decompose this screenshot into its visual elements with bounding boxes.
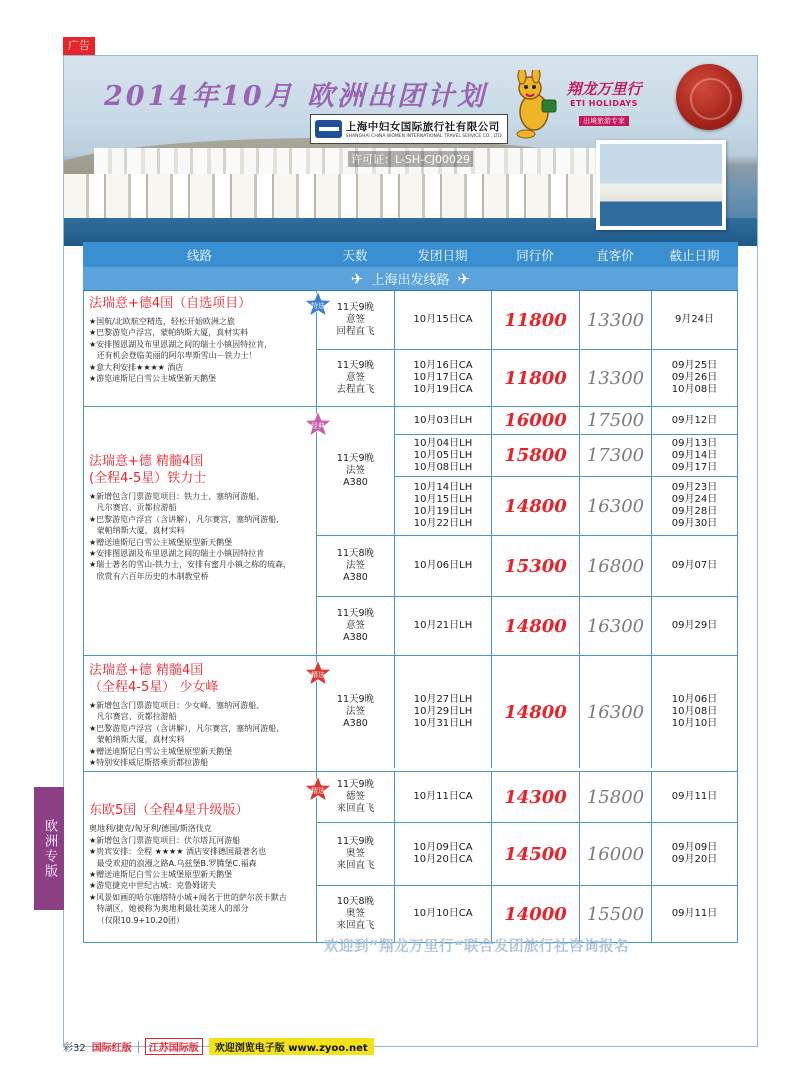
departure-row <box>395 597 737 655</box>
departure-row <box>395 435 737 477</box>
departure-row <box>395 407 737 435</box>
feature-item: ★巴黎游览卢浮宫（含讲解），凡尔赛宫，塞纳河游船, <box>89 514 279 524</box>
header-direct-price: 直客价 <box>596 247 634 263</box>
badge-star-icon <box>303 775 333 803</box>
footer-link[interactable]: 欢迎浏览电子版 www.zyoo.net <box>209 1038 374 1055</box>
feature-item: ★赠送迪斯尼白雪公主城堡原型新天鹅堡 <box>89 870 233 880</box>
cell-peer-price: 15300 <box>492 536 580 596</box>
feature-item: 蒙帕纳斯大厦，真材实料 <box>89 526 185 536</box>
feature-item: ★风景如画的哈尔施塔特小城+闻名于世的萨尔茨卡默古 <box>89 892 287 902</box>
cell-direct-price: 15800 <box>580 772 652 822</box>
route-group <box>83 291 738 407</box>
cell-deadline: 10月06日 10月08日 10月10日 <box>671 694 718 729</box>
feature-item: 特湖区，她被称为奥地利最壮美迷人的部分 <box>89 904 249 914</box>
cell-days: 11天9晚 法签 A380 <box>317 407 395 535</box>
route-features <box>89 823 312 926</box>
table-header <box>83 242 738 267</box>
cell-direct-price: 13300 <box>580 291 652 349</box>
departure-row <box>395 536 737 596</box>
departure-row <box>395 350 737 406</box>
cell-date: 10月16日CA 10月17日CA 10月19日CA <box>395 350 492 406</box>
cell-peer-price: 15800 <box>492 435 580 476</box>
ad-tag: 广告 <box>63 37 95 55</box>
table-row <box>317 597 737 655</box>
feature-item: 还有机会登临美丽的阿尔卑斯雪山－铁力士！ <box>89 351 257 361</box>
feature-item: （仅限10.9+10.20团） <box>89 915 185 925</box>
banner <box>64 56 757 246</box>
header-deadline: 截止日期 <box>669 247 720 263</box>
banner-town-front <box>64 174 664 218</box>
airplane-icon: ✈ <box>457 269 471 288</box>
route-title: 法瑞意+德 精髓4国 （全程4-5星） 少女峰 <box>89 663 219 695</box>
cell-date: 10月21日LH <box>395 597 492 655</box>
cell-days: 11天9晚 意签 回程直飞 <box>317 291 395 349</box>
feature-item: ★国航/北欧航空精选，轻松开始欧洲之旅 <box>89 317 235 326</box>
feature-item: ★游览捷克中世纪古城：克鲁姆诺夫 <box>89 881 217 891</box>
badge-star-icon <box>303 410 333 438</box>
table-row <box>317 772 737 823</box>
kangaroo-mascot-icon <box>504 70 560 140</box>
feature-item: ★瑞士著名的雪山-铁力士，安排有蜜月小镇之称的琉森， <box>89 560 292 570</box>
feature-item: 欣赏有六百年历史的木制教堂桥 <box>89 571 209 581</box>
cell-date: 10月14日LH 10月15日LH 10月19日LH 10月22日LH <box>395 477 492 535</box>
badge-label: 特选 <box>311 302 325 310</box>
feature-item: 凡尔赛宫、贡都拉游船 <box>89 712 177 722</box>
table-row <box>317 350 737 406</box>
cell-date: 10月06日LH <box>395 536 492 596</box>
cell-days: 10天8晚 奥签 来回直飞 <box>317 886 395 942</box>
cell-days: 11天9晚 奥签 来回直飞 <box>317 823 395 885</box>
cell-deadline: 9月24日 <box>674 314 715 325</box>
cell-deadline: 09月11日 <box>671 791 718 803</box>
feature-item: ★意大利安排★★★★ 酒店 <box>89 362 184 372</box>
departure-row <box>395 656 737 768</box>
cell-peer-price: 11800 <box>492 350 580 406</box>
route-rows <box>317 407 737 655</box>
route-features <box>89 491 312 582</box>
departure-row <box>395 823 737 885</box>
wax-seal-icon <box>676 64 742 130</box>
footer-brand: 国际红版 <box>91 1043 132 1054</box>
badge-star-icon <box>303 659 333 687</box>
route-info <box>84 656 325 771</box>
cell-peer-price: 14500 <box>492 823 580 885</box>
cell-days: 11天9晚 德签 来回直飞 <box>317 772 395 822</box>
cell-deadline: 09月29日 <box>671 620 718 631</box>
header-days: 天数 <box>342 247 368 263</box>
feature-item: ★贵宾安排：全程 ★★★★ 酒店安排德国最著名也 <box>89 847 266 857</box>
cell-peer-price: 14300 <box>492 772 580 822</box>
cell-direct-price: 17300 <box>580 435 652 476</box>
departure-row <box>395 291 737 349</box>
table-row <box>317 291 737 350</box>
row-departures <box>395 536 737 596</box>
footer <box>63 1038 374 1055</box>
feature-item: ★安排图恩湖及布里恩湖之间的瑞士小镇因特拉肯， <box>89 339 273 349</box>
company-box <box>310 114 508 144</box>
row-departures <box>395 291 737 349</box>
cell-days: 11天9晚 意签 A380 <box>317 597 395 655</box>
feature-item: ★巴黎游览卢浮宫（含讲解），凡尔赛宫，塞纳河游船, <box>89 723 279 733</box>
feature-item: ★巴黎游览卢浮宫，蒙帕纳斯大厦，真材实料 <box>89 328 249 338</box>
table-row <box>317 536 737 597</box>
row-departures <box>395 656 737 768</box>
cell-date: 10月15日CA <box>395 291 492 349</box>
feature-item: ★新增包含门票游览项目：伏尔塔瓦河游船 <box>89 835 241 845</box>
route-info <box>84 407 325 655</box>
route-group <box>83 772 738 943</box>
badge-star-icon <box>303 290 333 318</box>
itinerary-table <box>83 242 738 943</box>
route-group <box>83 656 738 772</box>
departure-row <box>395 772 737 822</box>
cell-date: 10月11日CA <box>395 772 492 822</box>
badge-label: 精选 <box>311 671 325 679</box>
route-title: 法瑞意+德 精髓4国 (全程4-5星）铁力士 <box>89 454 207 486</box>
cell-peer-price: 14000 <box>492 886 580 942</box>
feature-item: 最受欢迎的浪漫之路A.乌兹堡B.罗腾堡C.福森 <box>89 858 257 868</box>
company-name-en: SHANGHAI CHINA WOMEN INTERNATIONAL TRAVEL SERVICE CO., LTD. <box>345 134 503 139</box>
cell-peer-price: 16000 <box>492 407 580 434</box>
route-info <box>84 291 325 406</box>
feature-item: 蒙帕纳斯大厦，真材实料 <box>89 735 185 745</box>
company-logo-icon <box>315 120 342 138</box>
route-groups <box>83 291 738 943</box>
eti-name-cn: 翔龙万里行 <box>566 80 642 98</box>
header-date: 发团日期 <box>417 247 468 263</box>
cell-deadline: 09月25日 09月26日 10月08日 <box>671 360 718 395</box>
eti-subtitle: 出境旅游专家 <box>579 116 629 126</box>
cell-deadline: 09月13日 09月14日 09月17日 <box>671 437 718 473</box>
cell-direct-price: 16000 <box>580 823 652 885</box>
license-number: 许可证：L-SH-CJ00029 <box>348 151 473 167</box>
cell-date: 10月09日CA 10月20日CA <box>395 823 492 885</box>
feature-item: 奥地利/捷克/匈牙利/德国/斯洛伐克 <box>89 824 212 834</box>
cell-direct-price: 16300 <box>580 656 652 768</box>
footer-page-number: 彩32 <box>63 1043 86 1054</box>
cell-direct-price: 15500 <box>580 886 652 942</box>
eti-logo <box>554 78 654 127</box>
cell-deadline: 09月23日 09月24日 09月28日 09月30日 <box>671 482 718 529</box>
feature-item: ★赠送迪斯尼白雪公主城堡原型新天鹅堡 <box>89 746 233 756</box>
airplane-icon: ✈ <box>350 269 364 288</box>
route-rows <box>317 656 737 771</box>
cell-direct-price: 16300 <box>580 597 652 655</box>
row-departures <box>395 407 737 535</box>
feature-item: ★赠送迪斯尼白雪公主城堡原型新天鹅堡 <box>89 537 233 547</box>
row-departures <box>395 597 737 655</box>
eti-name-en: ETI HOLIDAYS <box>570 99 638 108</box>
cell-deadline: 09月09日 09月20日 <box>671 842 718 866</box>
route-info <box>84 772 325 942</box>
cell-days: 11天8晚 法签 A380 <box>317 536 395 596</box>
footer-region: 江苏国际版 <box>145 1038 203 1055</box>
badge-label: 精选 <box>311 787 325 796</box>
cell-direct-price: 13300 <box>580 350 652 406</box>
table-row <box>317 407 737 536</box>
section-title: 上海出发线路 <box>371 273 450 288</box>
row-departures <box>395 772 737 822</box>
cell-deadline: 09月07日 <box>671 560 718 571</box>
row-departures <box>395 823 737 885</box>
table-row <box>317 823 737 886</box>
side-tab-europe: 欧洲专版 <box>34 787 64 910</box>
cell-direct-price: 16800 <box>580 536 652 596</box>
table-row <box>317 656 737 768</box>
feature-item: ★特别安排威尼斯搭乘贡都拉游船 <box>89 758 209 768</box>
company-name: 上海中妇女国际旅行社有限公司 <box>345 121 500 133</box>
route-rows <box>317 291 737 406</box>
cell-days: 11天9晚 法签 A380 <box>317 656 395 768</box>
departure-row <box>395 477 737 535</box>
section-shanghai <box>83 267 738 291</box>
header-peer-price: 同行价 <box>516 247 554 263</box>
cell-days: 11天9晚 意签 去程直飞 <box>317 350 395 406</box>
cell-peer-price: 11800 <box>492 291 580 349</box>
route-features <box>89 316 312 384</box>
banner-title: 2014年10月 欧洲出团计划 <box>104 81 488 112</box>
welcome-banner: 欢迎到”翔龙万里行“联合发团旅行社咨询报名 <box>324 939 630 955</box>
cell-direct-price: 17500 <box>580 407 652 434</box>
cell-date: 10月10日CA <box>395 886 492 942</box>
cell-direct-price: 16300 <box>580 477 652 535</box>
postage-stamp <box>596 140 726 230</box>
cell-deadline: 09月11日 <box>671 908 718 920</box>
feature-item: ★安排图恩湖及布里恩湖之间的瑞士小镇因特拉肯 <box>89 549 265 559</box>
route-features <box>89 700 312 768</box>
route-title: 东欧5国（全程4星升级版） <box>89 803 249 819</box>
feature-item: 凡尔赛宫、贡都拉游船 <box>89 503 177 513</box>
route-title: 法瑞意+德4国（自选项目） <box>89 296 252 311</box>
row-departures <box>395 350 737 406</box>
feature-item: ★新增包含门票游览项目：铁力士、塞纳河游船、 <box>89 492 265 501</box>
feature-item: ★游览迪斯尼白雪公主城堡新天鹅堡 <box>89 374 217 384</box>
page-frame <box>63 55 758 1047</box>
cell-date: 10月04日LH 10月05日LH 10月08日LH <box>395 435 492 476</box>
cell-peer-price: 14800 <box>492 656 580 768</box>
header-route: 线路 <box>186 247 212 263</box>
cell-peer-price: 14800 <box>492 597 580 655</box>
cell-date: 10月27日LH 10月29日LH 10月31日LH <box>395 656 492 768</box>
footer-divider <box>138 1041 139 1053</box>
route-group <box>83 407 738 656</box>
badge-label: 经典 <box>311 422 325 430</box>
feature-item: ★新增包含门票游览项目：少女峰、塞纳河游船、 <box>89 701 265 710</box>
route-rows <box>317 772 737 942</box>
cell-date: 10月03日LH <box>395 407 492 434</box>
cell-peer-price: 14800 <box>492 477 580 535</box>
cell-deadline: 09月12日 <box>671 414 718 426</box>
